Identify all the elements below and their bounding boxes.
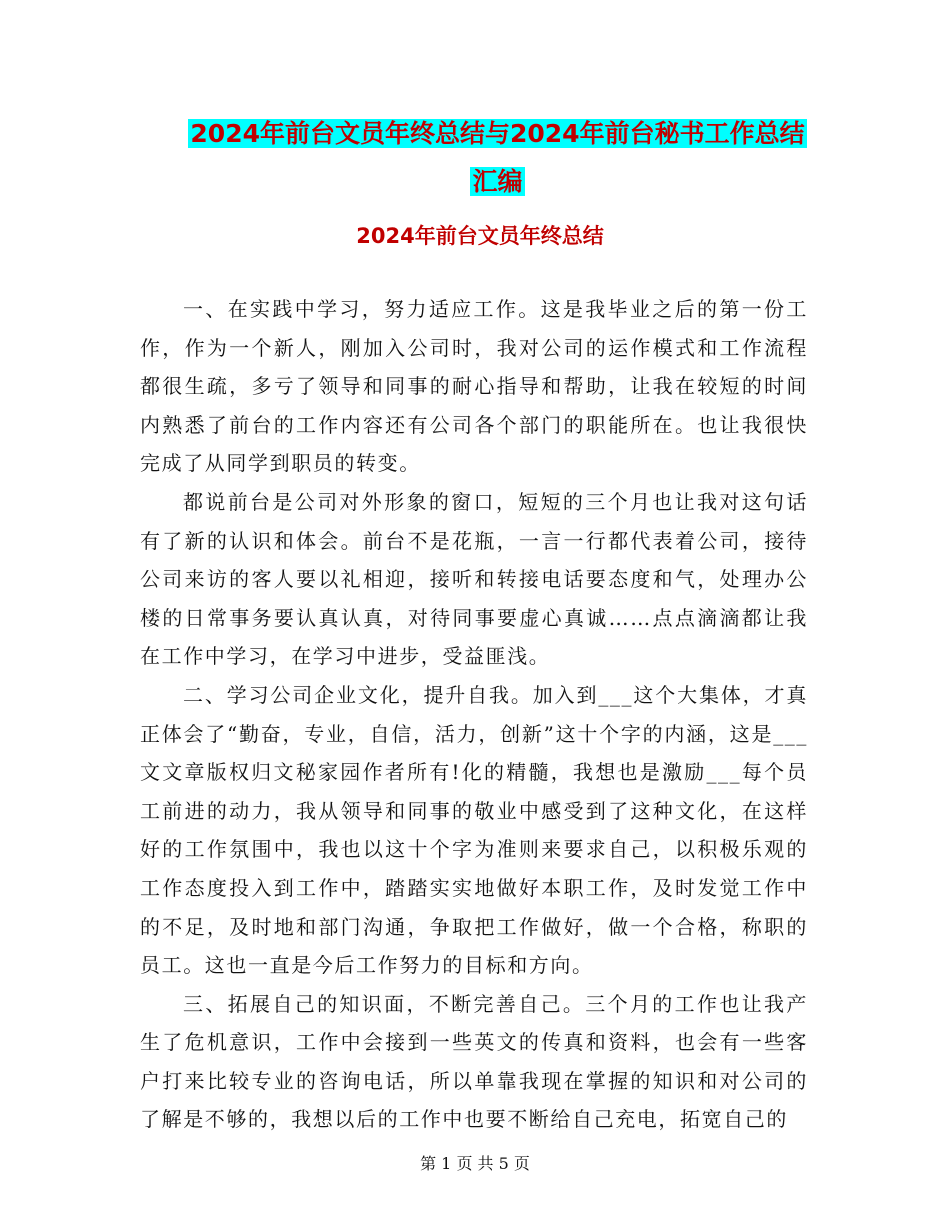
document-body <box>140 290 808 1139</box>
paragraph: 都说前台是公司对外形象的窗口，短短的三个月也让我对这句话有了新的认识和体会。前台不是花瓶，一言一行都代表着公司，接待公司来访的客人要以礼相迎，接听和转接电话要态度和气，处理办公楼的日常事务要认真认真，对待同事要虚心真诚……点点滴滴都让我在工作中学习，在学习中进步，受益匪浅。 <box>140 489 808 669</box>
paragraph: 二、学习公司企业文化，提升自我。加入到___这个大集体，才真正体会了“勤奋，专业，自信，活力，创新”这十个字的内涵，这是___文文章版权归文秘家园作者所有!化的精髓，我想也是激励___每个员工前进的动力，我从领导和同事的敬业中感受到了这种文化，在这样好的工作氛围中，我也以这十个字为准则来要求自己，以积极乐观的工作态度投入到工作中，踏踏实实地做好本职工作，及时发觉工作中的不足，及时地和部门沟通，争取把工作做好，做一个合格，称职的员工。这也一直是今后工作努力的目标和方向。 <box>140 682 808 978</box>
document-title-line2: 汇编 <box>472 167 523 196</box>
page-footer: 第 1 页 共 5 页 <box>420 1154 530 1173</box>
paragraph: 一、在实践中学习，努力适应工作。这是我毕业之后的第一份工作，作为一个新人，刚加入公司时，我对公司的运作模式和工作流程都很生疏，多亏了领导和同事的耐心指导和帮助，让我在较短的时间内熟悉了前台的工作内容还有公司各个部门的职能所在。也让我很快完成了从同学到职员的转变。 <box>140 297 808 476</box>
section-title: 2024年前台文员年终总结 <box>356 224 604 248</box>
document-title <box>140 110 855 206</box>
document-title-line1: 2024年前台文员年终总结与2024年前台秘书工作总结 <box>190 119 805 148</box>
paragraph: 三、拓展自己的知识面，不断完善自己。三个月的工作也让我产生了危机意识，工作中会接到一些英文的传真和资料，也会有一些客户打来比较专业的咨询电话，所以单靠我现在掌握的知识和对公司的了解是不够的，我想以后的工作中也要不断给自己充电，拓宽自己的 <box>140 991 808 1132</box>
